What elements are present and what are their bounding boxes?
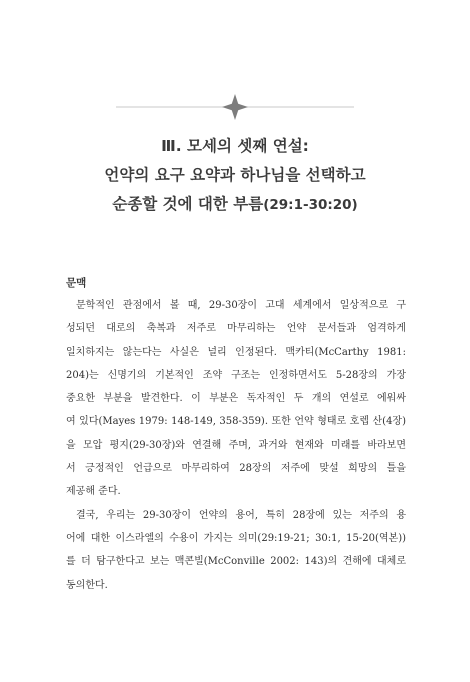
paragraph-1-line: 서 긍정적인 언급으로 마무리하여 28장의 저주에 맞설 희망의 틀을	[66, 463, 406, 475]
paragraph-2-line: 어에 대한 이스라엘의 수용이 가지는 의미(29:19-21; 30:1, 15-20(역본))	[66, 532, 406, 544]
section-heading: 문맥	[66, 277, 87, 289]
paragraph-1-line: 중요한 부분을 발견한다. 이 부분은 독자적인 두 개의 연설로 에워싸	[66, 393, 406, 405]
paragraph-2-line: 동의한다.	[66, 579, 108, 591]
chapter-title-reference: (29:1-30:20)	[263, 197, 358, 213]
chapter-title-line-2: 언약의 요구 요약과 하나님을 선택하고	[104, 166, 366, 184]
paragraph-1-line: 204)는 신명기의 기본적인 조약 구조는 인정하면서도 5-28장의 가장	[66, 369, 406, 381]
paragraph-1-line: 일치하지는 않는다는 사실은 널리 인정된다. 맥카티(McCarthy 1981:	[66, 346, 406, 358]
chapter-title	[20, 132, 450, 220]
paragraph-1-line: 여 있다(Mayes 1979: 148-149, 358-359). 또한 언약 형태로 호렙 산(4장)	[66, 416, 406, 428]
paragraph-1-line: 문학적인 관점에서 볼 때, 29-30장이 고대 세계에서 일상적으로 구	[76, 300, 406, 311]
title-ornament	[0, 92, 470, 122]
paragraph-1-line: 성되던 대로의 축복과 저주로 마무리하는 언약 문서들과 엄격하게	[66, 323, 406, 335]
chapter-title-line-3	[20, 190, 450, 220]
chapter-title-line-3-main: 순종할 것에 대한 부름	[112, 195, 264, 213]
paragraph-2-line: 를 더 탐구한다고 보는 맥콘빌(McConville 2002: 143)의 견해에 대체로	[66, 556, 406, 568]
paragraph-1-line: 제공해 준다.	[66, 486, 121, 498]
paragraph-1-line: 을 모압 평지(29-30장)와 연결해 주며, 과거와 현재와 미래를 바라보면	[66, 439, 406, 451]
paragraph-2-line: 결국, 우리는 29-30장이 언약의 용어, 특히 28장에 있는 저주의 용	[76, 509, 406, 521]
ornament-star-icon	[222, 94, 248, 120]
chapter-title-line-1: Ⅲ. 모세의 셋째 연설:	[161, 137, 309, 155]
body-text	[66, 294, 406, 597]
